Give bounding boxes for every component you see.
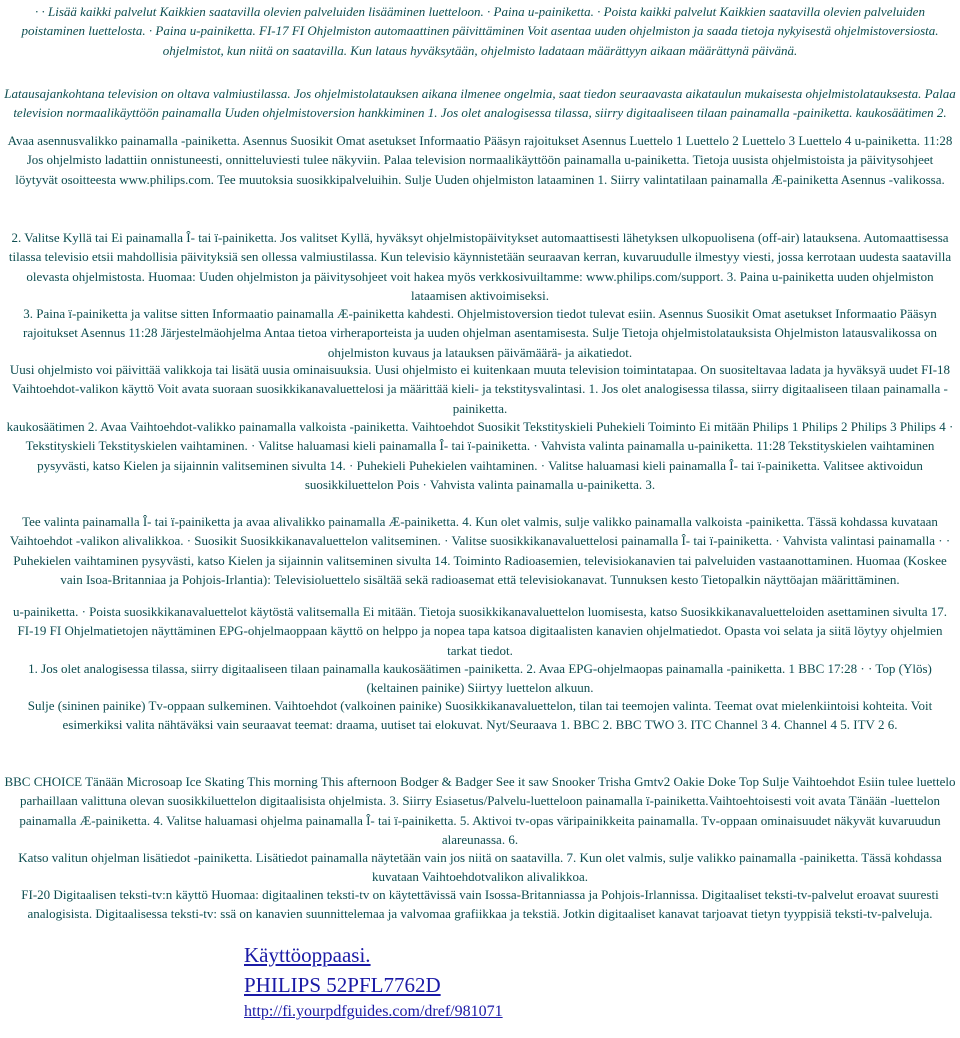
paragraph-7: kaukosäätimen 2. Avaa Vaihtoehdot-valikko painamalla valkoista -painiketta. Vaihtoehdot Suosikit Tekstityskieli Puhekieli Toiminto Ei mitään Philips 1 Philips 2 Philips 3 Philips 4 · Tekstityskieli Tekstityskielen vaihtaminen. · Valitse haluamasi kieli painamalla Î- tai ï-painiketta. · Vahvista valinta painamalla u-painiketta. 11:28 Tekstityskielen vaihtaminen pysyvästi, katso Kielen ja sijainnin valitseminen sivulta 14. · Puhekieli Puhekielen vaihtaminen. · Valitse haluamasi kieli painamalla Î- tai ï-painiketta. Valitsee aktivoidun suosikkiluettelon Pois · Vahvista valinta painamalla u-painiketta. 3.	[6, 419, 954, 493]
paragraph-5: 3. Paina ï-painiketta ja valitse sitten Informaatio painamalla Æ-painiketta kahdesti. Ohjelmistoversion tiedot tulevat esiin. Asennus Suosikit Omat asetukset Informaatio Pääsyn rajoitukset Asennus 11:28 Järjestelmäohjelma Antaa tietoa virheraporteista ja uuden ohjelman asentamisesta. Sulje Tietoja ohjelmistolatauksista Ohjelmiston latausvalikossa on ohjelmiston kuvaus ja latauksen päivämäärä- ja aikatiedot.	[22, 306, 938, 360]
paragraph-14: FI-20 Digitaalisen teksti-tv:n käyttö Huomaa: digitaalinen teksti-tv on käytettävissä vain Isossa-Britanniassa ja Pohjois-Irlannissa. Digitaaliset teksti-tv-palvelut eroavat suuresti analogisista. Digitaalisessa teksti-tv: ssä on kanavien suunnittelemaa ja valvomaa grafiikkaa ja tekstiä. Jotkin digitaaliset kanavat tarjoavat tietyn tyyppisiä teksti-tv-palveluja.	[21, 887, 939, 922]
product-link[interactable]: PHILIPS 52PFL7762D	[244, 973, 441, 997]
paragraph-3: Avaa asennusvalikko painamalla -painiketta. Asennus Suosikit Omat asetukset Informaatio Pääsyn rajoitukset Asennus Luettelo 1 Luettelo 2 Luettelo 3 Luettelo 4 u-painiketta. 11:28 Jos ohjelmisto ladattiin onnistuneesti, onnitteluviesti tulee näkyviin. Palaa television normaalikäyttöön painamalla u-painiketta. Tietoja uusista ohjelmistoista ja päivitysohjeet löytyvät osoitteesta www.philips.com. Tee muutoksia suosikkipalveluihin. Sulje Uuden ohjelmiston lataaminen 1. Siirry valintatilaan painamalla Æ-painiketta Asennus -valikossa.	[7, 133, 953, 187]
paragraph-12: BBC CHOICE Tänään Microsoap Ice Skating This morning This afternoon Bodger & Badger See it saw Snooker Trisha Gmtv2 Oakie Doke Top Sulje Vaihtoehdot Esiin tulee luettelo parhaillaan valittuna olevan suosikkiluettelon digitaalisista ohjelmista. 3. Siirry Esiasetus/Palvelu-luetteloon painamalla ï-painiketta.Vaihtoehtoisesti voit avata Tänään -luettelon painamalla Æ-painiketta. 4. Valitse haluamasi ohjelma painamalla Î- tai ï-painiketta. 5. Aktivoi tv-opas väripainikkeita painamalla. Tv-oppaan ominaisuudet näkyvät kuvaruudun alareunassa. 6.	[4, 774, 956, 848]
paragraph-10: 1. Jos olet analogisessa tilassa, siirry digitaaliseen tilaan painamalla kaukosäätimen -painiketta. 2. Avaa EPG-ohjelmaopas painamalla -painiketta. 1 BBC 17:28 · · Top (Ylös) (keltainen painike) Siirtyy luettelon alkuun.	[28, 661, 932, 696]
url-link[interactable]: http://fi.yourpdfguides.com/dref/981071	[244, 1003, 503, 1020]
guide-link[interactable]: Käyttöoppaasi.	[244, 943, 371, 967]
paragraph-4: 2. Valitse Kyllä tai Ei painamalla Î- tai ï-painiketta. Jos valitset Kyllä, hyväksyt ohjelmistopäivitykset automaattisesti lähetyksen ulkopuolisena (off-air) latauksena. Automaattisessa tilassa televisio etsii mahdollisia päivityksiä sen ollessa valmiustilassa. Kun televisio käynnistetään seuraavan kerran, kuvaruudulle ilmestyy viesti, jossa kerrotaan uudesta saatavilla olevasta ohjelmistosta. Huomaa: Uuden ohjelmiston ja päivitysohjeet voit hakea myös verkkosivuiltamme: www.philips.com/support. 3. Paina u-painiketta uuden ohjelmiston lataamisen aktivoimiseksi.	[8, 230, 952, 304]
paragraph-1: · · Lisää kaikki palvelut Kaikkien saatavilla olevien palveluiden lisääminen luetteloon. · Paina u-painiketta. · Poista kaikki palvelut Kaikkien saatavilla olevien palveluiden poistaminen luettelosta. · Paina u-painiketta. FI-17 FI Ohjelmiston automaattinen päivittäminen Voit asentaa uuden ohjelmiston ja saada tietoja nykyisestä ohjelmistoversiosta. ohjelmistot, kun niitä on saatavilla. Kun lataus hyväksytään, ohjelmisto ladataan määrättyyn aikaan määrättynä päivänä.	[21, 4, 939, 58]
paragraph-11: Sulje (sininen painike) Tv-oppaan sulkeminen. Vaihtoehdot (valkoinen painike) Suosikkikanavaluettelon, tilan tai teemojen valinta. Teemat ovat mielenkiintoisi kohteita. Voit esimerkiksi valita nähtäväksi vain seuraavat teemat: draama, uutiset tai elokuvat. Nyt/Seuraava 1. BBC 2. BBC TWO 3. ITC Channel 3 4. Channel 4 5. ITV 2 6.	[27, 698, 933, 733]
paragraph-8: Tee valinta painamalla Î- tai ï-painiketta ja avaa alivalikko painamalla Æ-painiketta. 4. Kun olet valmis, sulje valikko painamalla valkoista -painiketta. Tässä kohdassa kuvataan Vaihtoehdot -valikon alivalikkoa. · Suosikit Suosikkikanavaluettelon valitseminen. · Valitse suosikkikanavaluettelosi painamalla Î- tai ï-painiketta. · Vahvista valintasi painamalla · · Puhekielen vaihtaminen pysyvästi, katso Kielen ja sijainnin valitseminen sivulta 14. Toiminto Radioasemien, televisiokanavien tai palveluiden vastaanottaminen. Huomaa (Koskee vain Isoa-Britanniaa ja Pohjois-Irlantia): Televisioluettelo sisältää sekä radioasemat että televisiokanavat. Tunnuksen kesto Tietopalkin näyttöajan määrittäminen.	[9, 514, 951, 588]
paragraph-9: u-painiketta. · Poista suosikkikanavaluettelot käytöstä valitsemalla Ei mitään. Tietoja suosikkikanavaluettelon luomisesta, katso Suosikkikanavaluetteloiden asettaminen sivulta 17. FI-19 FI Ohjelmatietojen näyttäminen EPG-ohjelmaoppaan käyttö on helppo ja nopea tapa katsoa digitaalisten kanavien ohjelmatiedot. Opasta voi selata ja siitä löytyy ohjelmien tarkat tiedot.	[12, 604, 947, 658]
paragraph-13: Katso valitun ohjelman lisätiedot -painiketta. Lisätiedot painamalla näytetään vain jos niitä on saatavilla. 7. Kun olet valmis, sulje valikko painamalla -painiketta. Tässä kohdassa kuvataan Vaihtoehdotvalikon alivalikkoa.	[18, 850, 942, 885]
footer-links	[244, 940, 503, 1024]
paragraph-2: Latausajankohtana television on oltava valmiustilassa. Jos ohjelmistolatauksen aikana ilmenee ongelmia, saat tiedon seuraavasta aikataulun mukaisesta ohjelmistolatauksesta. Palaa television normaalikäyttöön painamalla Uuden ohjelmistoversion hankkiminen 1. Jos olet analogisessa tilassa, siirry digitaaliseen tilaan painamalla -painiketta. kaukosäätimen 2.	[4, 86, 956, 121]
paragraph-6: Uusi ohjelmisto voi päivittää valikkoja tai lisätä uusia ominaisuuksia. Uusi ohjelmisto ei kuitenkaan muuta television toimintatapaa. On suositeltavaa ladata ja hyväksyä uudet FI-18 Vaihtoehdot-valikon käyttö Voit avata suoraan suosikkikanavaluettelosi ja määrittää kieli- ja tekstitysvalintasi. 1. Jos olet analogisessa tilassa, siirry digitaaliseen tilaan painamalla -painiketta.	[9, 362, 951, 416]
